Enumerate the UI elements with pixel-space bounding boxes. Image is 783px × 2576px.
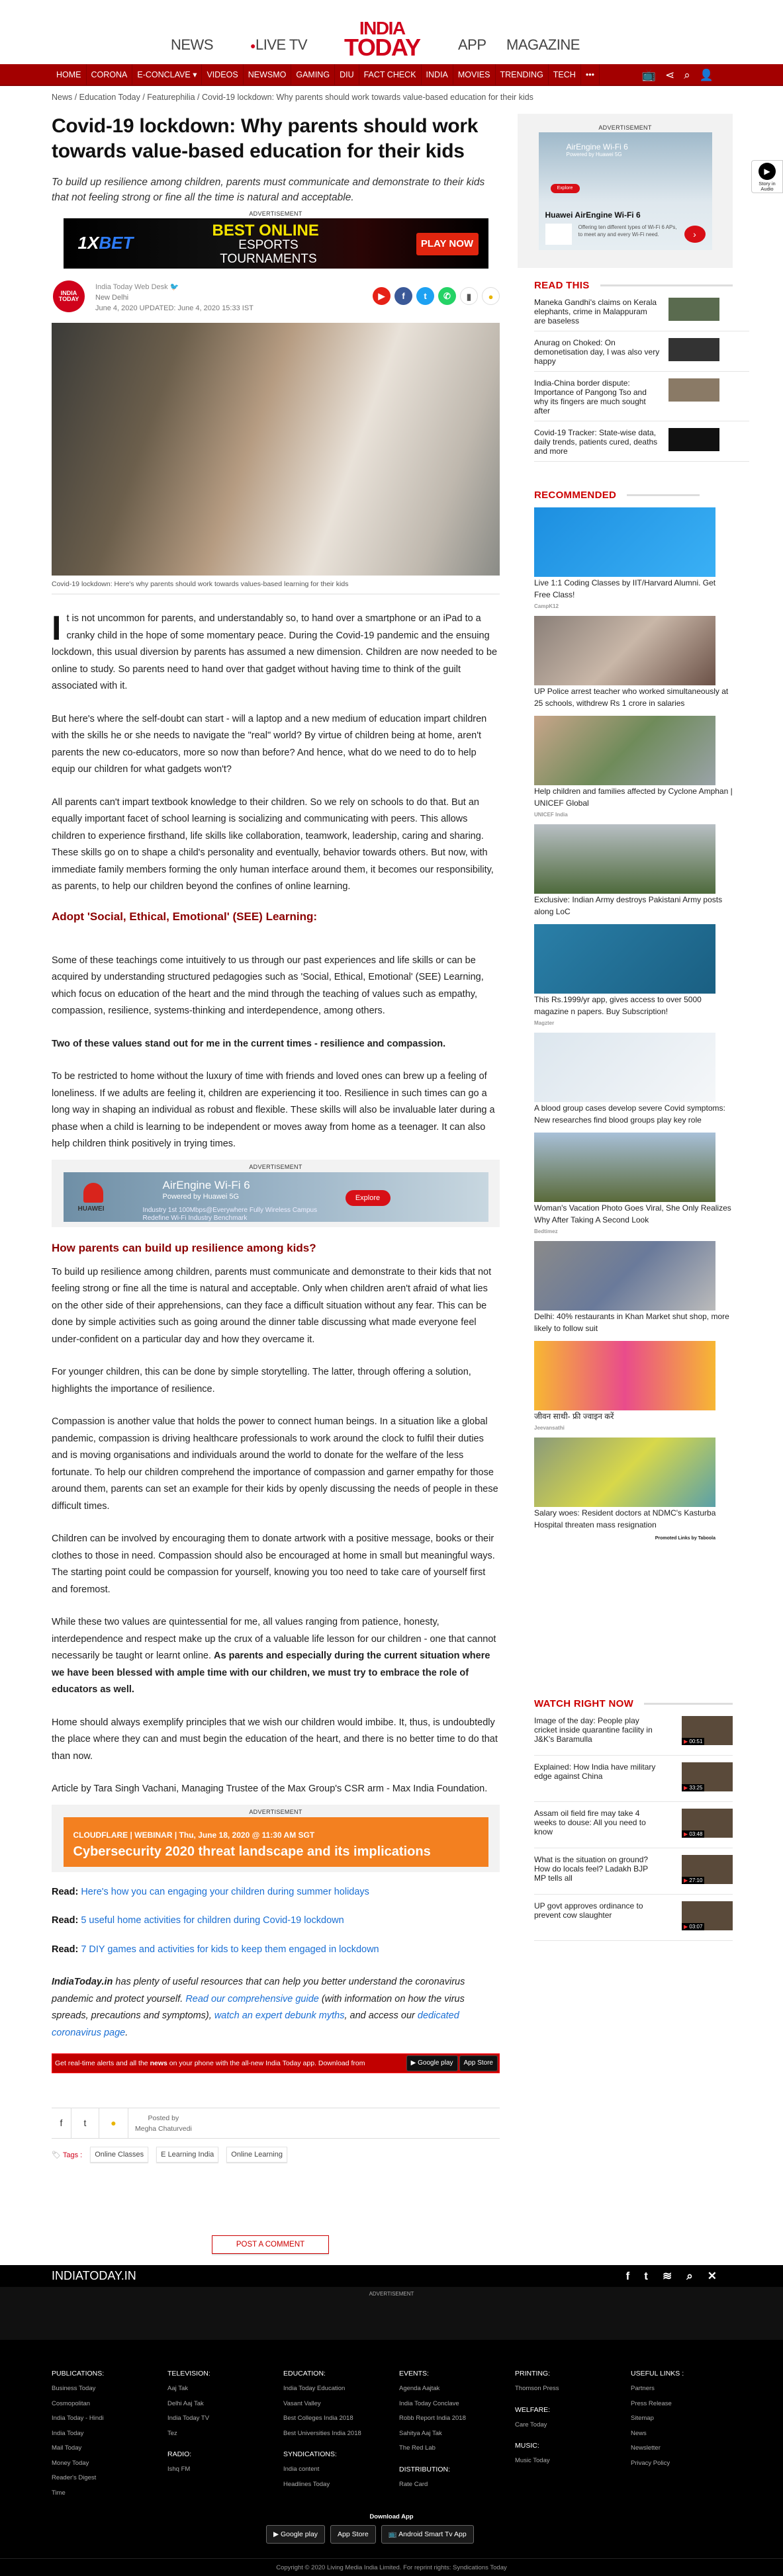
footer-heading: PUBLICATIONS: xyxy=(52,2370,105,2378)
resources-note: IndiaToday.in has plenty of useful resources that can help you better understand the coronavirus pandemic and protect yourself. Read our comprehensive guide (with information on how the virus spreads, precautions and symptoms), watch an expert debunk myths, and access our dedicated coronavirus page. xyxy=(52,1977,465,2038)
close-icon[interactable]: ✕ xyxy=(707,2270,717,2282)
footer-heading: MUSIC: xyxy=(515,2442,539,2450)
post-comment-button[interactable]: POST A COMMENT xyxy=(212,2235,329,2254)
recommended-image[interactable] xyxy=(534,1133,715,1202)
chevron-right-icon[interactable]: › xyxy=(684,226,706,243)
footer-link[interactable]: Rate Card xyxy=(399,2480,428,2488)
read-label: Read: xyxy=(52,1915,79,1926)
footer-link[interactable]: Care Today xyxy=(515,2421,547,2428)
nav-item[interactable]: MOVIES xyxy=(453,64,496,86)
video-item[interactable] xyxy=(534,1848,733,1895)
section-heading: How parents can build up resilience among kids? xyxy=(52,1241,316,1254)
footer-link[interactable]: Press Release xyxy=(631,2399,672,2407)
story-thumbnail[interactable] xyxy=(668,378,719,402)
recommended-source: UNICEF India xyxy=(534,812,568,818)
recommended-image[interactable] xyxy=(534,1438,715,1507)
nav-item[interactable]: DIU xyxy=(335,64,359,86)
footer-brand[interactable]: INDIATODAY.IN xyxy=(52,2269,136,2282)
comment-icon[interactable]: ● xyxy=(482,287,500,305)
article-summary: To build up resilience among children, parents must communicate and demonstrate to their kids that not feeling strong or fine all the time is natural and acceptable. xyxy=(52,177,485,203)
nav-app[interactable]: APP xyxy=(458,36,486,53)
footer-heading: USEFUL LINKS : xyxy=(631,2370,684,2378)
recommended-item[interactable] xyxy=(534,924,733,1026)
video-item[interactable] xyxy=(534,1709,733,1756)
read-also-item xyxy=(52,1884,500,1901)
nav-magazine[interactable]: MAGAZINE xyxy=(506,36,580,53)
twitter-icon[interactable]: t xyxy=(644,2270,648,2282)
video-duration: ▶ 00:51 xyxy=(682,1738,704,1745)
footer-link[interactable]: Aaj Tak xyxy=(167,2385,188,2392)
bookmark-icon[interactable]: ▮ xyxy=(460,287,478,305)
footer-heading: DISTRIBUTION: xyxy=(399,2465,451,2473)
footer-link[interactable]: News xyxy=(631,2429,647,2437)
footer-link[interactable]: India Today - Hindi xyxy=(52,2415,104,2422)
footer-link[interactable]: Time xyxy=(52,2489,66,2497)
footer-heading: RADIO: xyxy=(167,2450,192,2458)
video-item[interactable] xyxy=(534,1802,733,1848)
recommended-title[interactable]: जीवन साथी- फ्री ज्वाइन करें xyxy=(534,1412,614,1421)
watch-heading: WATCH RIGHT NOW xyxy=(534,1698,634,1709)
recommended-item[interactable] xyxy=(534,1341,733,1431)
google-play-button[interactable]: ▶ Google play xyxy=(406,2055,458,2071)
search-icon[interactable]: ⌕ xyxy=(686,2270,693,2282)
facebook-icon[interactable]: f xyxy=(394,287,412,305)
tag-link[interactable]: Online Learning xyxy=(226,2147,287,2163)
section-heading: Adopt 'Social, Ethical, Emotional' (SEE) Learning: xyxy=(52,910,318,923)
explore-button[interactable]: Explore xyxy=(551,184,580,193)
user-icon[interactable]: 👤 xyxy=(699,68,714,81)
footer-heading: SYNDICATIONS: xyxy=(283,2450,337,2458)
list-item[interactable] xyxy=(534,291,749,331)
live-dot-icon: ● xyxy=(250,40,255,52)
footer-column xyxy=(167,2370,283,2501)
tags-label: 🏷 Tags : xyxy=(52,2151,83,2159)
india-today-logo[interactable]: INDIA TODAY xyxy=(344,18,420,61)
video-duration: ▶ 03:48 xyxy=(682,1830,704,1838)
recommended-source: Bedtimez xyxy=(534,1228,558,1234)
footer-column xyxy=(631,2370,747,2501)
play-icon: ▶ xyxy=(759,163,776,180)
list-item[interactable] xyxy=(534,421,749,462)
explore-button[interactable]: Explore xyxy=(345,1190,391,1206)
footer-link[interactable]: Music Today xyxy=(515,2457,550,2464)
footer-link[interactable]: Money Today xyxy=(52,2459,89,2467)
play-now-button[interactable]: PLAY NOW xyxy=(416,233,479,255)
recommended-item[interactable] xyxy=(534,1241,733,1334)
avatar: INDIA TODAY xyxy=(53,280,85,312)
recommended-source: Magzter xyxy=(534,1020,555,1026)
recommended-heading: RECOMMENDED xyxy=(534,490,617,501)
footer-ad: ADVERTISEMENT xyxy=(0,2287,783,2340)
read-label: Read: xyxy=(52,1944,79,1955)
recommended-title[interactable]: UP Police arrest teacher who worked simultaneously at 25 schools, withdrew Rs 1 crore in salaries xyxy=(534,687,729,708)
recommended-title[interactable]: Woman's Vacation Photo Goes Viral, She Only Realizes Why After Taking A Second Look xyxy=(534,1203,731,1224)
coronavirus-page-link[interactable]: dedicated coronavirus page xyxy=(52,2010,459,2038)
tv-icon[interactable]: 📺 xyxy=(641,68,657,81)
video-thumbnail[interactable] xyxy=(682,1855,733,1884)
rss-icon[interactable]: ≋ xyxy=(662,2270,672,2282)
recommended-title[interactable]: Delhi: 40% restaurants in Khan Market shut shop, more likely to follow suit xyxy=(534,1312,729,1333)
share-row: f t ● Posted by Megha Chaturvedi xyxy=(52,2108,500,2139)
footer-column xyxy=(52,2370,167,2501)
footer-link[interactable]: Best Colleges India 2018 xyxy=(283,2415,353,2422)
read-label: Read: xyxy=(52,1886,79,1897)
share-icon[interactable]: ⋖ xyxy=(665,68,675,81)
footer-link[interactable]: India Today xyxy=(52,2429,84,2437)
footer-link[interactable]: Business Today xyxy=(52,2385,96,2392)
nav-item[interactable]: TRENDING xyxy=(496,64,549,86)
recommended-item[interactable] xyxy=(534,1133,733,1234)
story-thumbnail[interactable] xyxy=(668,428,719,451)
copyright: Copyright © 2020 Living Media India Limited. For reprint rights: Syndications Today xyxy=(0,2558,783,2571)
story-thumbnail[interactable] xyxy=(668,338,719,361)
android-tv-button[interactable]: 📺 Android Smart Tv App xyxy=(381,2525,474,2544)
google-play-button[interactable]: ▶ Google play xyxy=(266,2525,325,2544)
nav-item[interactable]: GAMING xyxy=(291,64,335,86)
ad-banner-1xbet[interactable]: ADVERTISEMENT 1XBET BEST ONLINE ESPORTS TOURNAMENTS PLAY NOW xyxy=(52,210,500,269)
nav-item[interactable]: CORONA xyxy=(87,64,133,86)
read-also-item xyxy=(52,1942,500,1959)
comment-icon[interactable]: ● xyxy=(99,2108,128,2139)
download-app-label: Download App xyxy=(369,2513,414,2520)
recommended-image[interactable] xyxy=(534,616,715,685)
video-title[interactable]: Image of the day: People play cricket inside quarantine facility in J&K's Baramulla xyxy=(534,1716,653,1744)
nav-item[interactable]: TECH xyxy=(549,64,581,86)
video-title[interactable]: Assam oil field fire may take 4 weeks to douse: All you need to know xyxy=(534,1809,646,1836)
nav-item[interactable]: VIDEOS xyxy=(202,64,243,86)
nav-live-tv[interactable]: ●LIVE TV xyxy=(250,36,307,53)
recommended-item[interactable] xyxy=(534,616,733,709)
author-name[interactable]: India Today Web Desk xyxy=(95,283,168,291)
story-title[interactable]: Anurag on Choked: On demonetisation day, I was also very happy xyxy=(534,338,660,366)
recommended-title[interactable]: Salary woes: Resident doctors at NDMC's Kasturba Hospital threaten mass resignation xyxy=(534,1508,716,1529)
recommended-image[interactable] xyxy=(534,924,715,994)
recommended-title[interactable]: Help children and families affected by Cyclone Amphan | UNICEF Global xyxy=(534,787,733,808)
recommended-title[interactable]: A blood group cases develop severe Covid symptoms: New researches find blood groups play key role xyxy=(534,1103,725,1125)
recommended-item[interactable] xyxy=(534,716,733,818)
footer-link[interactable]: India content xyxy=(283,2466,320,2473)
footer-link[interactable]: Best Universities India 2018 xyxy=(283,2429,361,2437)
video-item[interactable] xyxy=(534,1756,733,1802)
search-icon[interactable]: ⌕ xyxy=(684,68,690,81)
video-title[interactable]: UP govt approves ordinance to prevent cow slaughter xyxy=(534,1901,643,1920)
nav-item[interactable]: NEWSMO xyxy=(244,64,292,86)
facebook-icon[interactable]: f xyxy=(52,2108,71,2139)
footer-link[interactable]: Mail Today xyxy=(52,2444,82,2452)
footer-column xyxy=(515,2370,631,2501)
sidebar xyxy=(518,114,733,1941)
story-title[interactable]: Covid-19 Tracker: State-wise data, daily trends, patients cured, deaths and more xyxy=(534,428,658,456)
recommended-item[interactable] xyxy=(534,1438,733,1531)
footer-heading: EDUCATION: xyxy=(283,2370,326,2378)
recommended-image[interactable] xyxy=(534,1341,715,1410)
ad-banner-cloudflare[interactable]: ADVERTISEMENT CLOUDFLARE | WEBINAR | Thu, June 18, 2020 @ 11:30 AM SGT Cybersecurity 2020 threat landscape and its implications xyxy=(52,1805,500,1872)
recommended-image[interactable] xyxy=(534,507,715,577)
myths-link[interactable]: watch an expert debunk myths xyxy=(214,2010,345,2021)
app-download-banner: Get real-time alerts and all the news on your phone with the all-new India Today app. Download from ▶ Google play App Store xyxy=(52,2053,500,2073)
footer-bar xyxy=(0,2265,783,2287)
image-caption: Covid-19 lockdown: Here's why parents should work towards values-based learning for their kids xyxy=(52,576,500,595)
list-item[interactable] xyxy=(534,331,749,372)
ad-banner-huawei[interactable]: ADVERTISEMENT HUAWEI AirEngine Wi-Fi 6 Powered by Huawei 5G Industry 1st 100Mbps@Everywhere Fully Wireless Campus Redefine Wi-Fi Industry Benchmark Explore xyxy=(52,1160,500,1227)
footer-link[interactable]: Ishq FM xyxy=(167,2466,191,2473)
app-store-button[interactable]: App Store xyxy=(459,2055,498,2071)
article-body: It is not uncommon for parents, and understandably so, to hand over a smartphone or an iPad to a cranky child in the hope of some momentary peace. During the Covid-19 pandemic and the ensuing lockdown, this usual diversion by parents has assumed a new dimension. Children are now needed to be online to study. So parents need to hand over that gadget without having time to think of the guilt associated with it. But here's where the self-doubt can start - will a laptop and a new medium of education impart children with the skills he or she needs to navigate the "real" world? By virtue of children being at home, aren't parents the new co-educators, more so now than before? And hence, what do we need to do to help equip our children for what gadgets won't? All parents can't impart textbook knowledge to their children. So we rely on schools to do that. But an equally important facet of school learning is socializing and communicating with peers. This allows children to experience firsthand, life skills like collaboration, teamwork, leadership, caring and sharing. These skills go on to shape a child's personality and eventually, behavior towards others. But now, with immediate family members forming the only human interface around them, it becomes our responsibility, as parents, to help our children beyond the confines of online learning. Adopt 'Social, Ethical, Emotional' (SEE) Learning: Some of these teachings come intuitively to us through our past experiences and life skills or can be acquired by understanding structured pedagogies such as 'Social, Ethical, Emotional' (SEE) Learning, which focus on education of the heart and the mind through the teaching of values such as empathy, compassion, resilience, systems-thinking and interdependence, among others. Two of these values stand out for me in the current times - resilience and compassion. To be restricted to home without the luxury of time with friends and loved ones can brew up a feeling of loneliness. If we adults are feeling it, children are experiencing it too. Resilience in such times can go a long way in shaping an individual as robust and flexible. These skills will also be invaluable later during a phase when a child is learning to be independent or moves away from home as a teenager. It can also help children think positively in trying times. ADVERTISEMENT HUAWEI AirEngine Wi-Fi 6 Powered by Huawei 5G Industry 1st 100Mbps@Everywhere Fully Wireless Campus Redefine Wi-Fi Industry Benchmark Explore How parents can build up resilience among kids? To build up resilience among children, parents must communicate and demonstrate to their kids that not feeling strong or fine all the time is natural and acceptable. Only when children aren't afraid of what lies on the other side of their apprehensions, can they face a difficult situation without any fear. This can be done by simple activities such as going around the dinner table discussing what made everyone feel under-confident on a particular day and how they overcame it. For younger children, this can be done by simple storytelling. The latter, through offering a solution, highlights the importance of resilience. Compassion is another value that holds the power to connect human beings. In a situation like a global pandemic, compassion is driving healthcare professionals to work around the clock to fulfil their duties and is moving organisations and individuals around the world to donate for the welfare of the less fortunate. To help our children comprehend the importance of compassion and garner empathy for those around them, parents can set an example for their kids by openly discussing the needs of people in these difficult times. Children can be involved by encouraging them to donate artwork with a positive message, books or their clothes to those in need. Compassion should also be encouraged at home in small but meaningful ways. The starting point could be compassion for yourself, knowing you too need to take care of yourself first and foremost. While these two values are quintessential for me, all values ranging from patience, honesty, interdependence and respect make up the crux of a valuable life lesson for our children - one that cannot necessarily be taught or learnt online. As parents and especially during the current situation where we have been blessed with ample time with our children, we must try to embrace the role of educators as well. Home should always exemplify principles that we wish our children would imbibe. It, thus, is undoubtedly the place where they can and must begin the education of the heart, and there is no better time to do that than now. Article by Tara Singh Vachani, Managing Trustee of the Max Group's CSR arm - Max India Foundation. ADVERTISEMENT CLOUDFLARE | WEBINAR | Thu, June 18, 2020 @ 11:30 AM SGT Cybersecurity 2020 threat landscape and its implications Read: Here's how you can engaging your children during summer holidays Read: 5 useful home activities for children during Covid-19 lockdown Read: 7 DIY games and activities for kids to keep them engaged in lockdown IndiaToday.in has plenty of useful resources that can help you better understand the coronavirus pandemic and protect yourself. Read our comprehensive guide (with information on how the virus spreads, precautions and symptoms), watch an expert debunk myths, and access our dedicated coronavirus page. Get real-time alerts and all the news on your phone with the all-new India Today app. Download from ▶ Google play App Store f t ● Posted by Megha Chaturvedi 🏷 Tags : Online Classes E Learning India Online Learning xyxy=(52,611,500,2163)
recommended-title[interactable]: This Rs.1999/yr app, gives access to over 5000 magazine n papers. Buy Subscription! xyxy=(534,995,702,1016)
footer-link[interactable]: India Today TV xyxy=(167,2415,210,2422)
footer-link[interactable]: Reader's Digest xyxy=(52,2474,97,2481)
footer-column xyxy=(283,2370,399,2501)
nav-item[interactable]: ••• xyxy=(581,64,600,86)
video-thumbnail[interactable] xyxy=(682,1901,733,1930)
read-also-link[interactable]: 5 useful home activities for children during Covid-19 lockdown xyxy=(81,1915,344,1926)
recommended-image[interactable] xyxy=(534,716,715,785)
video-thumbnail[interactable] xyxy=(682,1762,733,1791)
guide-link[interactable]: Read our comprehensive guide xyxy=(185,1993,319,2004)
nav-item[interactable]: E-CONCLAVE ▾ xyxy=(132,64,202,86)
breadcrumb[interactable]: News / Education Today / Featurephilia / Covid-19 lockdown: Why parents should work towards value-based education for their kids xyxy=(52,93,533,102)
list-item[interactable] xyxy=(534,372,749,421)
twitter-icon[interactable]: 🐦 xyxy=(169,283,179,291)
footer-link[interactable]: Headlines Today xyxy=(283,2480,330,2488)
footer-link[interactable]: Cosmopolitan xyxy=(52,2399,91,2407)
video-thumbnail[interactable] xyxy=(682,1809,733,1838)
recommended-image[interactable] xyxy=(534,1033,715,1102)
video-duration: ▶ 33:25 xyxy=(682,1784,704,1791)
footer-link[interactable]: India Today Conclave xyxy=(399,2399,459,2407)
footer-link[interactable]: Newsletter xyxy=(631,2444,661,2452)
tag-icon: 🏷 xyxy=(52,2151,61,2159)
twitter-icon[interactable]: t xyxy=(71,2108,99,2139)
article xyxy=(52,114,500,2163)
recommended-item[interactable] xyxy=(534,1033,733,1126)
footer-link[interactable]: Privacy Policy xyxy=(631,2459,670,2467)
story-in-audio-button[interactable]: ▶ Story in Audio xyxy=(751,160,783,193)
video-title[interactable]: What is the situation on ground? How do locals feel? Ladakh BJP MP tells all xyxy=(534,1855,649,1883)
poster-name: Megha Chaturvedi xyxy=(135,2124,192,2133)
story-title[interactable]: Maneka Gandhi's claims on Kerala elephants, crime in Malappuram are baseless xyxy=(534,298,657,325)
huawei-logo xyxy=(545,224,572,245)
youtube-icon[interactable]: ▶ xyxy=(373,287,391,305)
twitter-icon[interactable]: t xyxy=(416,287,434,305)
footer-links xyxy=(0,2340,783,2576)
footer-heading: WELFARE: xyxy=(515,2405,551,2414)
story-thumbnail[interactable] xyxy=(668,298,719,321)
sidebar-ad[interactable]: ADVERTISEMENT AirEngine Wi-Fi 6 Powered by Huawei 5G Explore Huawei AirEngine Wi-Fi 6 Offering ten different types of Wi-Fi 6 APs, to meet any and every Wi-Fi need. › xyxy=(518,114,733,268)
recommended-item[interactable] xyxy=(534,507,733,609)
recommended-title[interactable]: Exclusive: Indian Army destroys Pakistani Army posts along LoC xyxy=(534,895,723,916)
nav-item[interactable]: FACT CHECK xyxy=(359,64,422,86)
footer-heading: PRINTING: xyxy=(515,2370,551,2378)
author-location: New Delhi xyxy=(95,294,129,302)
nav-news[interactable]: NEWS xyxy=(171,36,213,53)
recommended-source: CampK12 xyxy=(534,603,559,609)
recommended-title[interactable]: Live 1:1 Coding Classes by IIT/Harvard Alumni. Get Free Class! xyxy=(534,578,716,599)
nav-item[interactable]: INDIA xyxy=(422,64,453,86)
huawei-logo xyxy=(83,1183,103,1203)
nav-item[interactable]: HOME xyxy=(52,64,87,86)
read-also-item xyxy=(52,1912,500,1930)
read-also-link[interactable]: Here's how you can engaging your children during summer holidays xyxy=(81,1886,369,1897)
drop-cap: I xyxy=(52,609,62,648)
recommended-image[interactable] xyxy=(534,824,715,894)
author-row xyxy=(52,278,500,318)
video-thumbnail[interactable] xyxy=(682,1716,733,1745)
footer-link[interactable]: Vasant Valley xyxy=(283,2399,321,2407)
footer-link[interactable]: Tez xyxy=(167,2429,177,2437)
footer-column xyxy=(399,2370,515,2501)
footer-link[interactable]: India Today Education xyxy=(283,2385,345,2392)
footer-link[interactable]: Sitemap xyxy=(631,2415,654,2422)
footer-link[interactable]: Partners xyxy=(631,2385,655,2392)
site-header xyxy=(0,0,783,64)
footer-heading: TELEVISION: xyxy=(167,2370,210,2378)
taboola-credit[interactable]: Promoted Links by Taboola xyxy=(655,1536,715,1541)
footer-link[interactable]: The Red Lab xyxy=(399,2444,436,2452)
app-store-button[interactable]: App Store xyxy=(330,2525,376,2544)
read-also-link[interactable]: 7 DIY games and activities for kids to keep them engaged in lockdown xyxy=(81,1944,379,1955)
story-title[interactable]: India-China border dispute: Importance of Pangong Tso and why its fingers are much sought after xyxy=(534,378,647,415)
video-title[interactable]: Explained: How India have military edge against China xyxy=(534,1762,656,1781)
facebook-icon[interactable]: f xyxy=(625,2270,630,2282)
footer-heading: EVENTS: xyxy=(399,2370,429,2378)
article-image xyxy=(52,323,500,576)
recommended-image[interactable] xyxy=(534,1241,715,1310)
footer-link[interactable]: Robb Report India 2018 xyxy=(399,2415,466,2422)
main-nav xyxy=(0,64,783,86)
whatsapp-icon[interactable]: ✆ xyxy=(438,287,456,305)
read-this-heading: READ THIS xyxy=(534,280,590,291)
footer-link[interactable]: Agenda Aajtak xyxy=(399,2385,440,2392)
video-item[interactable] xyxy=(534,1895,733,1941)
video-duration: ▶ 27:10 xyxy=(682,1877,704,1884)
publish-date: June 4, 2020 UPDATED: June 4, 2020 15:33 IST xyxy=(95,304,253,312)
tag-link[interactable]: E Learning India xyxy=(156,2147,218,2163)
footer-link[interactable]: Thomson Press xyxy=(515,2385,559,2392)
recommended-item[interactable] xyxy=(534,824,733,918)
video-duration: ▶ 03:07 xyxy=(682,1923,704,1930)
tag-link[interactable]: Online Classes xyxy=(90,2147,148,2163)
page-title: Covid-19 lockdown: Why parents should work towards value-based education for their kids xyxy=(52,115,479,162)
recommended-source: Jeevansathi xyxy=(534,1425,565,1431)
footer-link[interactable]: Sahitya Aaj Tak xyxy=(399,2429,442,2437)
footer-link[interactable]: Delhi Aaj Tak xyxy=(167,2399,204,2407)
